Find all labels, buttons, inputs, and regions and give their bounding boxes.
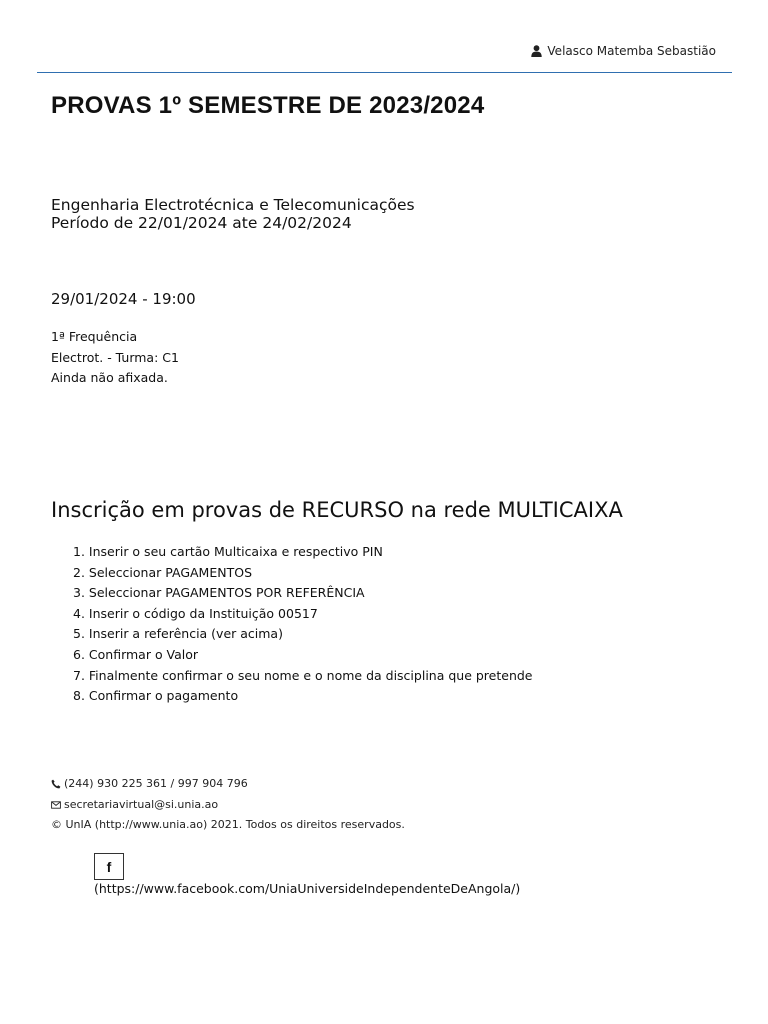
course-period: Período de 22/01/2024 ate 24/02/2024 (51, 214, 352, 232)
recurso-title: Inscrição em provas de RECURSO na rede MULTICAIXA (51, 498, 623, 522)
list-item: 6. Confirmar o Valor (73, 646, 199, 662)
list-item: 5. Inserir a referência (ver acima) (73, 626, 283, 642)
exam-datetime: 29/01/2024 - 19:00 (51, 290, 196, 308)
footer-phone (51, 774, 405, 795)
list-item: 4. Inserir o código da Instituição 00517 (73, 605, 318, 621)
facebook-link[interactable]: (https://www.facebook.com/UniaUniversideIndependenteDeAngola/) (94, 881, 521, 896)
facebook-icon[interactable]: f (94, 853, 124, 880)
exam-type: 1ª Frequência (51, 329, 138, 344)
envelope-icon (51, 800, 61, 810)
copyright-text: © UnIA (http://www.unia.ao) 2021. Todos os direitos reservados. (51, 818, 405, 831)
recurso-steps-list (73, 542, 533, 707)
course-info (51, 196, 415, 232)
exam-status: Ainda não afixada. (51, 370, 168, 385)
footer (51, 774, 405, 836)
phone-icon (51, 779, 61, 789)
user-icon (531, 45, 542, 57)
exam-class: Electrot. - Turma: C1 (51, 349, 179, 365)
user-menu[interactable] (531, 44, 716, 58)
course-name: Engenharia Electrotécnica e Telecomunicações (51, 196, 415, 214)
page-title: PROVAS 1º SEMESTRE DE 2023/2024 (51, 92, 485, 119)
list-item: 1. Inserir o seu cartão Multicaixa e respectivo PIN (73, 544, 383, 559)
list-item: 7. Finalmente confirmar o seu nome e o nome da disciplina que pretende (73, 667, 533, 683)
phone-number: (244) 930 225 361 / 997 904 796 (64, 777, 248, 790)
exam-details (51, 327, 179, 389)
footer-copyright (51, 815, 405, 836)
list-item: 8. Confirmar o pagamento (73, 688, 239, 704)
user-name[interactable]: Velasco Matemba Sebastião (547, 44, 716, 58)
email-address[interactable]: secretariavirtual@si.unia.ao (64, 797, 219, 811)
top-bar (37, 40, 732, 73)
list-item: 2. Seleccionar PAGAMENTOS (73, 564, 252, 580)
footer-email (51, 795, 405, 816)
list-item: 3. Seleccionar PAGAMENTOS POR REFERÊNCIA (73, 585, 365, 601)
